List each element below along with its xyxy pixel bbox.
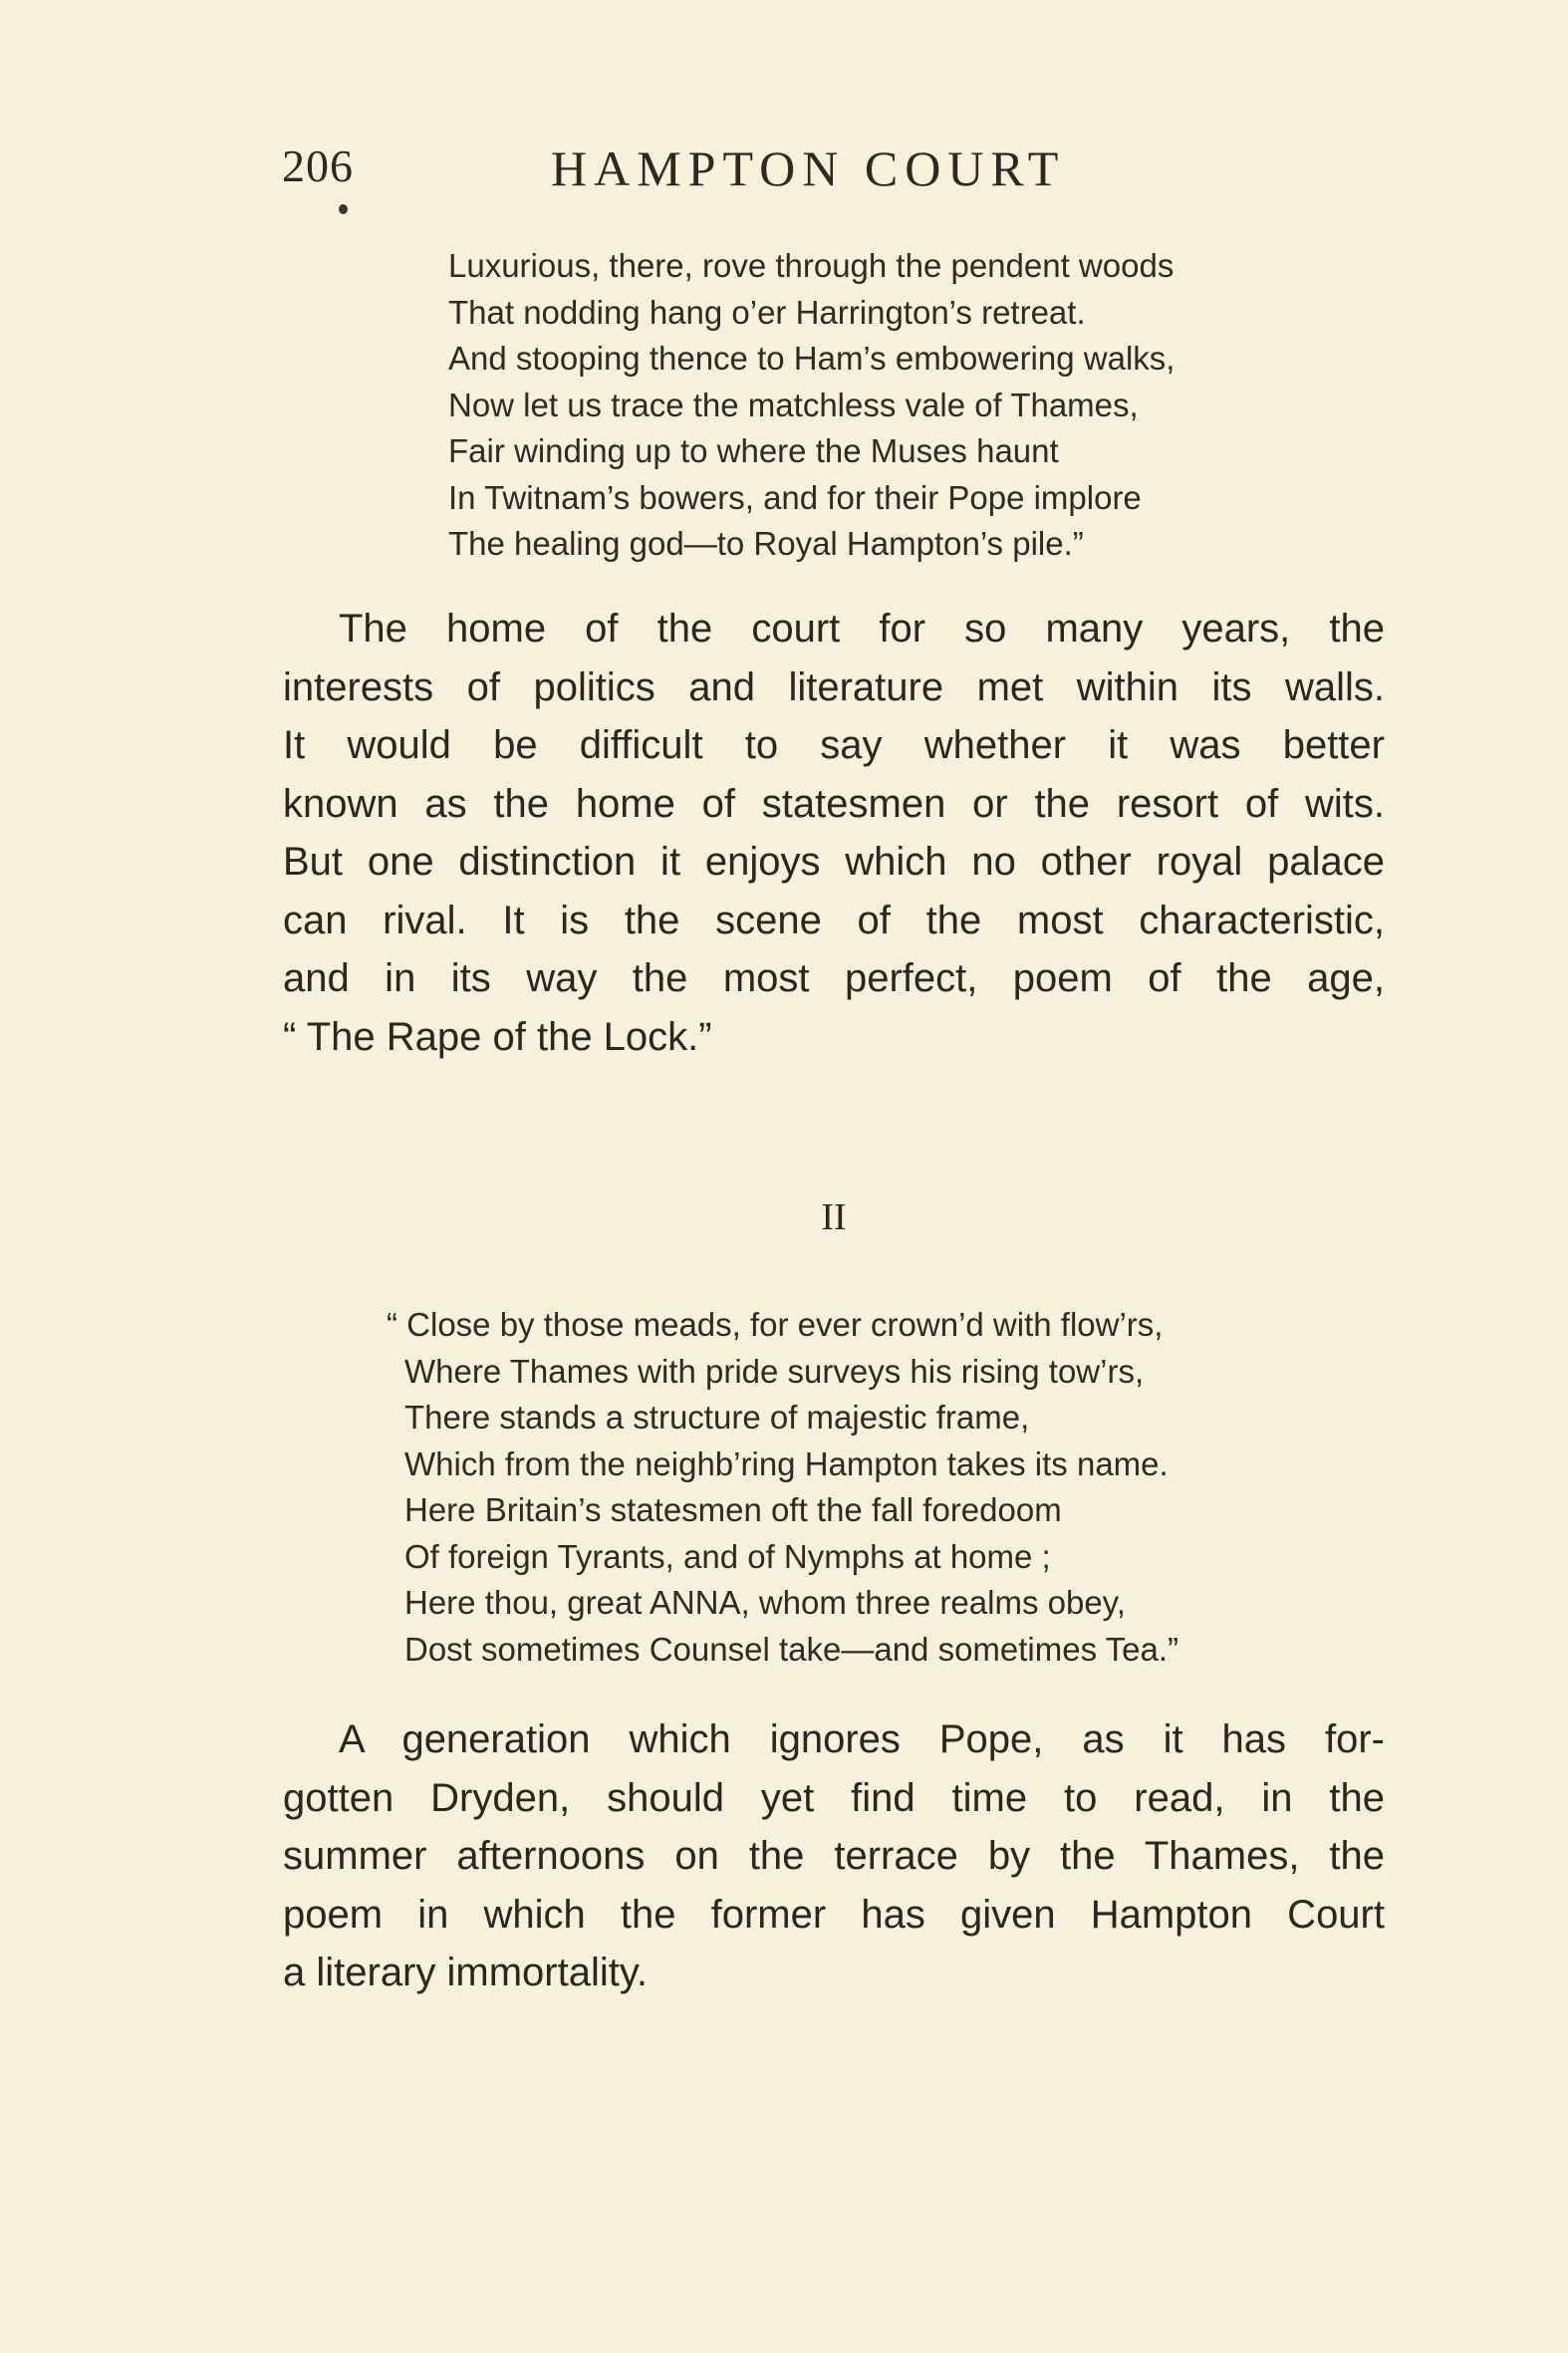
verse-quotation-1 xyxy=(448,243,1175,568)
paragraph-line: and in its way the most perfect, poem of the age, xyxy=(283,956,1385,1000)
ink-dot-mark xyxy=(339,204,348,214)
verse-line: There stands a structure of majestic frame, xyxy=(404,1399,1030,1436)
paragraph-line: gotten Dryden, should yet find time to read, in the xyxy=(283,1775,1385,1820)
paragraph-line: The home of the court for so many years, the xyxy=(339,607,1385,651)
paragraph-line: known as the home of statesmen or the resort of wits. xyxy=(283,781,1385,826)
paragraph-line: summer afternoons on the terrace by the Thames, the xyxy=(283,1834,1385,1878)
verse-line: Here Britain’s statesmen oft the fall foredoom xyxy=(404,1491,1062,1528)
paragraph-line: It would be difficult to say whether it was better xyxy=(283,723,1385,767)
verse-line: Fair winding up to where the Muses haunt xyxy=(448,432,1059,469)
verse-line: Of foreign Tyrants, and of Nymphs at home ; xyxy=(404,1537,1051,1575)
verse-line: Which from the neighb’ring Hampton takes its name. xyxy=(404,1444,1169,1482)
verse-line: Here thou, great ANNA, whom three realms obey, xyxy=(404,1584,1126,1621)
section-numeral: II xyxy=(821,1196,847,1238)
verse-quotation-2 xyxy=(387,1302,1178,1673)
paragraph-pope-dryden xyxy=(283,1710,1385,2002)
paragraph-line: But one distinction it enjoys which no other royal palace xyxy=(283,840,1385,884)
verse-line: “ Close by those meads, for ever crown’d with flow’rs, xyxy=(387,1306,1164,1343)
paragraph-line: a literary immortality. xyxy=(283,1951,648,1994)
verse-line: That nodding hang o’er Harrington’s retreat. xyxy=(448,293,1086,331)
verse-line: Dost sometimes Counsel take—and sometimes Tea.” xyxy=(404,1630,1179,1668)
verse-line: Luxurious, there, rove through the pendent woods xyxy=(448,247,1175,284)
running-head: HAMPTON COURT xyxy=(551,140,1066,196)
paragraph-line: interests of politics and literature met within its walls. xyxy=(283,664,1385,709)
verse-line: Where Thames with pride surveys his rising tow’rs, xyxy=(404,1352,1145,1390)
paragraph-court-literature xyxy=(283,600,1385,1066)
paragraph-line: poem in which the former has given Hampton Court xyxy=(283,1892,1385,1937)
paragraph-line: can rival. It is the scene of the most characteristic, xyxy=(283,898,1385,942)
verse-line: And stooping thence to Ham’s embowering walks, xyxy=(448,340,1176,377)
paragraph-line: A generation which ignores Pope, as it has for- xyxy=(339,1717,1385,1761)
page-number: 206 xyxy=(282,140,354,191)
verse-line: In Twitnam’s bowers, and for their Pope implore xyxy=(448,478,1142,516)
paragraph-line: “ The Rape of the Lock.” xyxy=(283,1014,712,1059)
verse-line: Now let us trace the matchless vale of Thames, xyxy=(448,386,1139,423)
verse-line: The healing god—to Royal Hampton’s pile.” xyxy=(448,525,1084,562)
page-header xyxy=(282,139,1141,199)
